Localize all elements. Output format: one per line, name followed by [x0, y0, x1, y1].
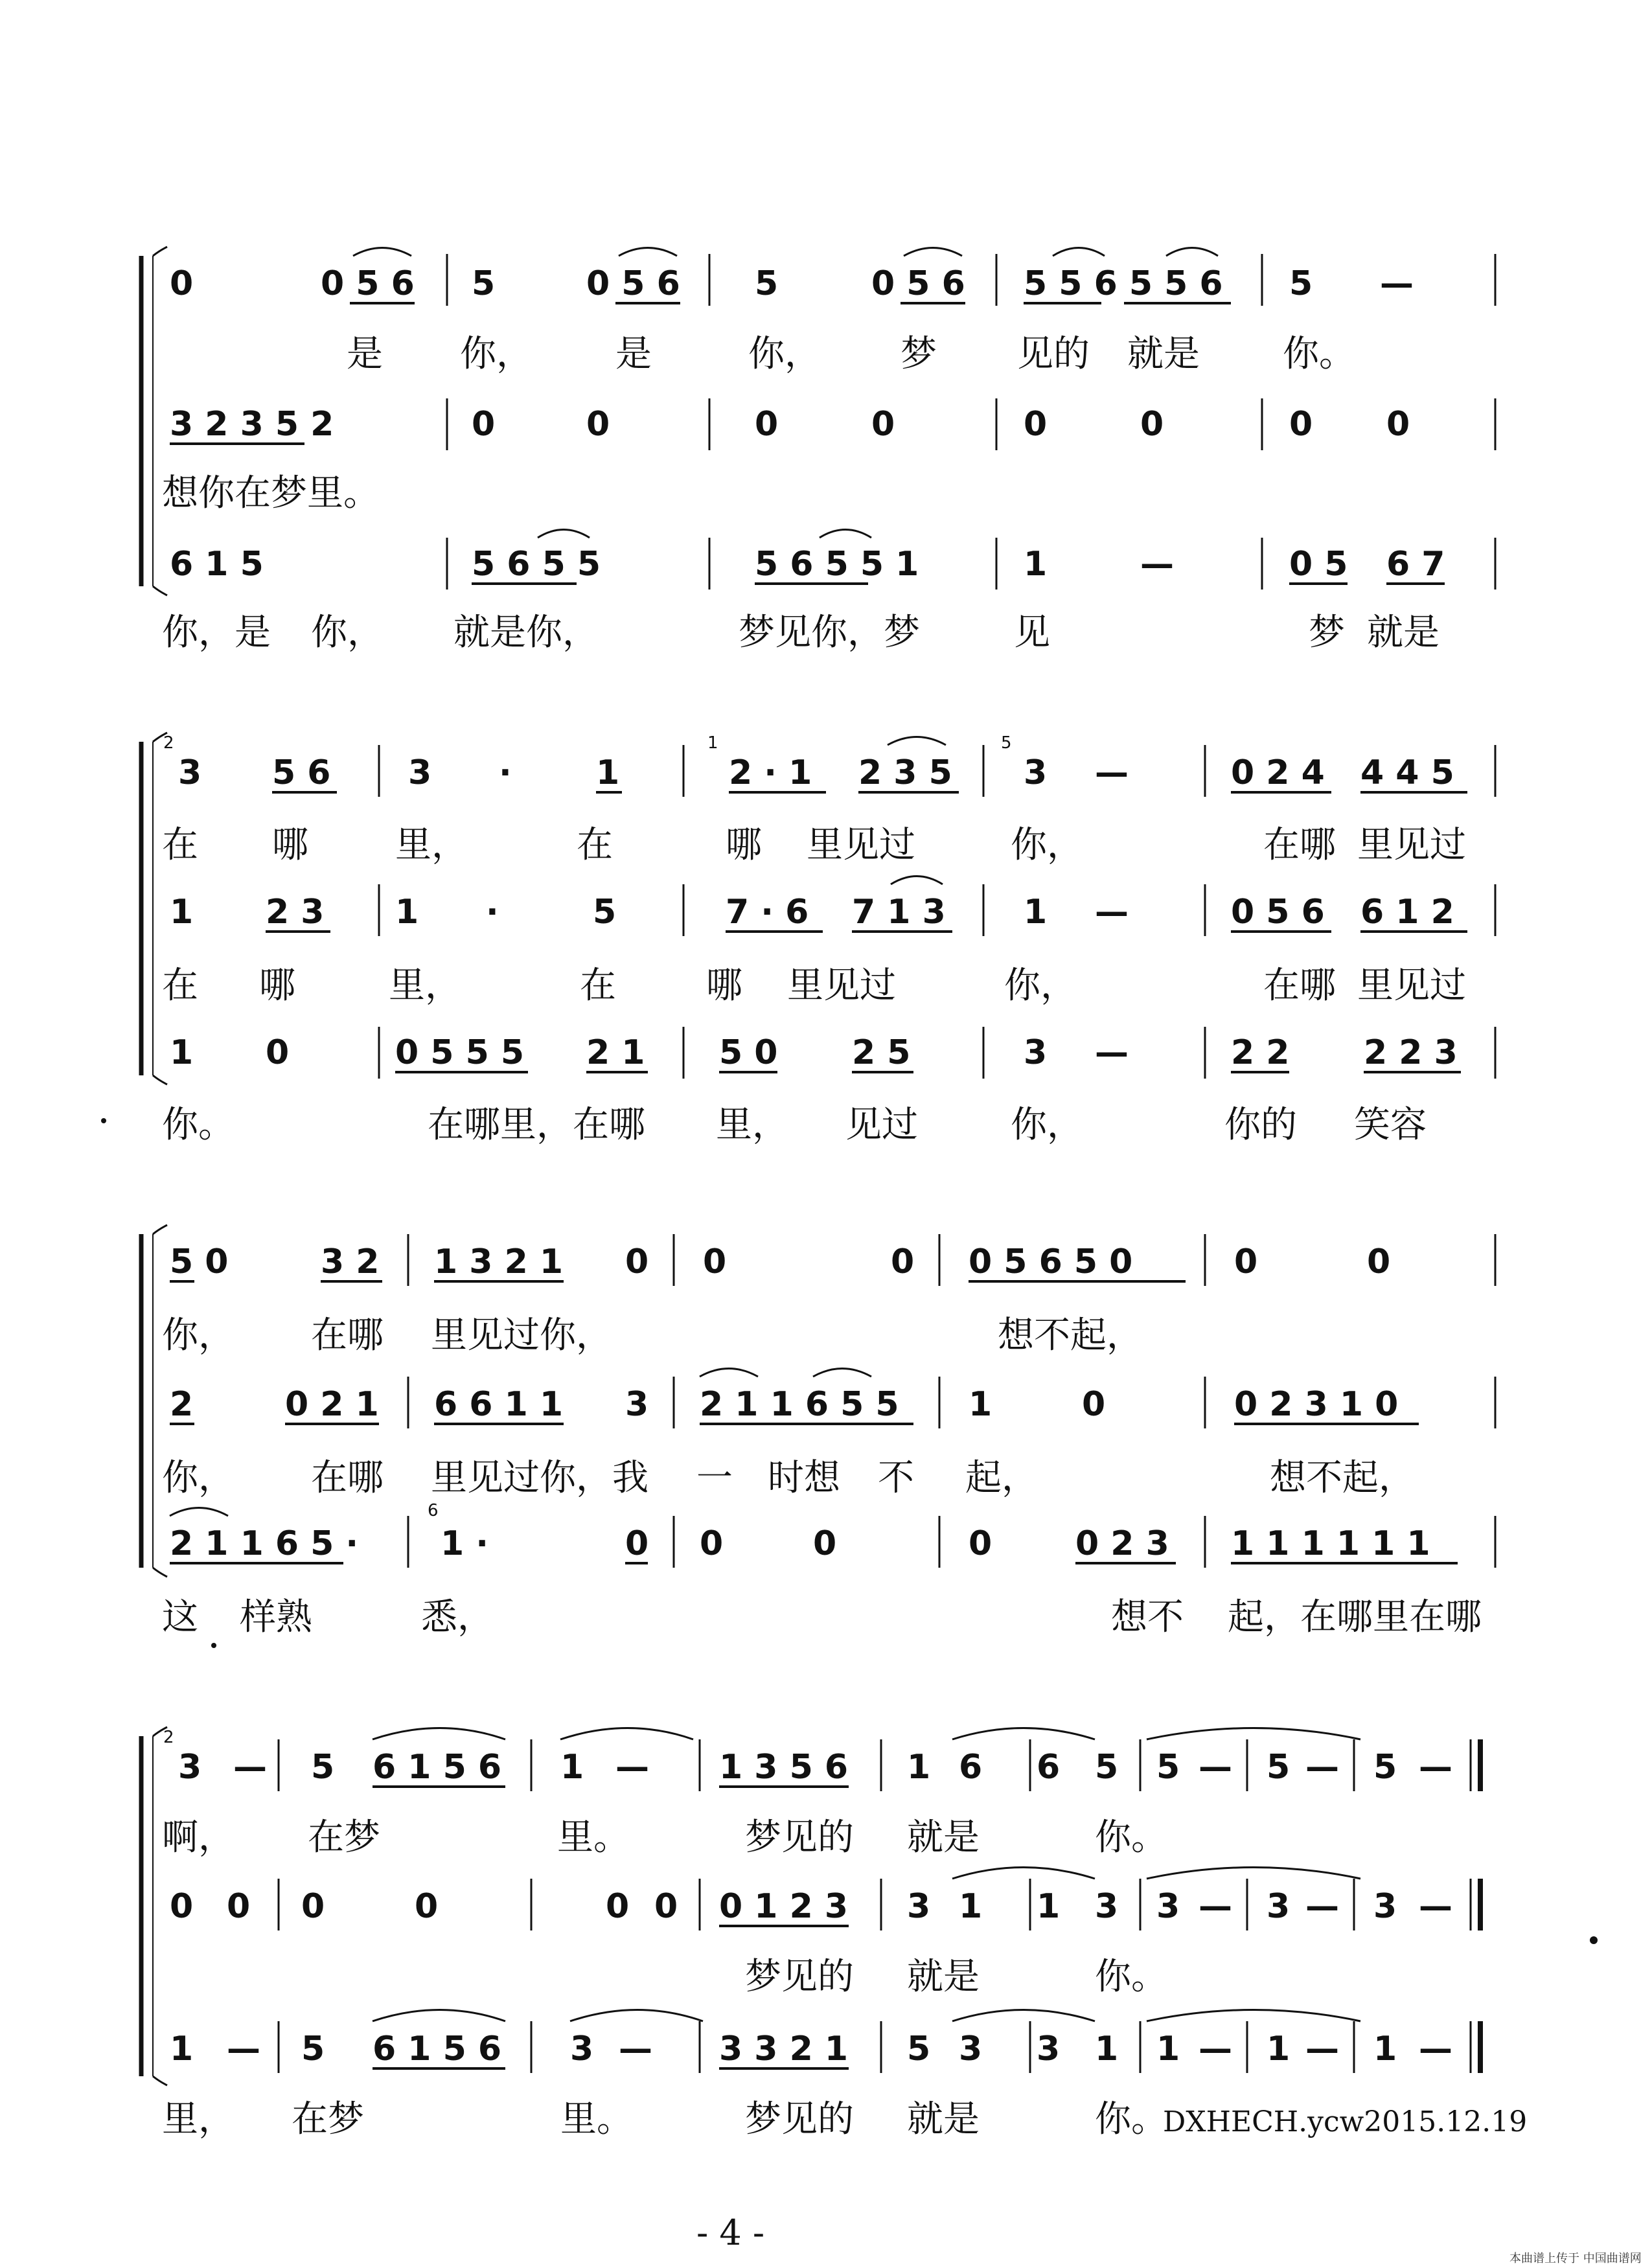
lyric: 啊，	[162, 1816, 235, 1859]
grace-mark: 2	[163, 733, 174, 753]
lyric: 在	[577, 824, 613, 866]
notes: 6 6 1 1	[434, 1385, 564, 1424]
lyric: 悉，	[421, 1596, 494, 1638]
lyric: 你，	[748, 333, 821, 375]
notes: —	[1305, 2030, 1339, 2068]
notes: 0	[227, 1887, 251, 1926]
lyric: 在哪里，在哪	[428, 1104, 645, 1146]
lyric: 梦	[1309, 612, 1345, 654]
notes: 1	[1373, 2030, 1397, 2068]
lyric: 你，	[162, 1457, 235, 1499]
notes: 3 3 2 1	[719, 2030, 849, 2068]
lyric: 你，	[1011, 1104, 1083, 1146]
lyric: 是	[347, 333, 383, 375]
notes: 3	[1267, 1887, 1291, 1926]
notes: 0	[969, 1524, 992, 1563]
notes: 0	[170, 264, 194, 303]
lyric: 你的	[1224, 1104, 1297, 1146]
lyric: 样熟	[240, 1596, 312, 1638]
system-4-voice-2	[170, 1868, 1452, 1999]
lyric: 起，	[965, 1457, 1038, 1499]
notes: 0	[813, 1524, 837, 1563]
lyric: 起，在哪里在哪	[1228, 1596, 1482, 1638]
lyric: 你。	[1095, 1956, 1167, 1998]
lyric: 你。	[1095, 2098, 1167, 2140]
notes: 1 1 1 1 1 1	[1231, 1524, 1430, 1563]
notes: 1	[959, 1887, 983, 1926]
system-3-voice-2	[162, 1369, 1419, 1500]
notes: 6 1 5	[170, 545, 264, 584]
lyric: 见过	[845, 1104, 918, 1146]
notes: —	[1419, 2030, 1452, 2068]
scan-speck	[1590, 1936, 1598, 1944]
lyric: 你，	[1011, 824, 1083, 866]
lyric: 哪	[706, 965, 742, 1007]
notes: 0 5 6	[586, 264, 680, 303]
notes: —	[227, 2030, 260, 2068]
notes: —	[1095, 893, 1129, 932]
notes: 1	[1156, 2030, 1180, 2068]
notes: 7 1 3	[852, 893, 946, 932]
grace-mark: 1	[707, 733, 718, 753]
notes: 5 5 6 5 5 6	[1024, 264, 1223, 303]
notes: 0	[586, 405, 610, 444]
lyric: 这	[162, 1596, 198, 1638]
system-2-voice-1	[162, 733, 1467, 866]
notes: 0	[301, 1887, 325, 1926]
notes: —	[1380, 264, 1414, 303]
lyric: 见的	[1017, 333, 1090, 375]
notes: —	[1419, 1748, 1452, 1787]
notes: 3	[1095, 1887, 1119, 1926]
notes: 3	[1156, 1887, 1180, 1926]
notes: 5	[1095, 1748, 1119, 1787]
lyric: 不	[878, 1457, 914, 1499]
notes: 3	[1373, 1887, 1397, 1926]
system-3	[141, 1225, 1495, 1638]
slurs	[700, 1369, 871, 1377]
notes: —	[233, 1748, 267, 1787]
notes: 0	[606, 1887, 630, 1926]
notes: 5 0	[719, 1033, 778, 1072]
lyric: 在梦	[308, 1816, 380, 1859]
lyric: 想不起，	[998, 1314, 1143, 1357]
lyric: 在哪	[311, 1314, 384, 1357]
lyric: 里见过	[787, 965, 896, 1007]
notes: 1	[560, 1748, 584, 1787]
lyric: 梦	[901, 333, 937, 375]
notes: ·	[499, 753, 512, 792]
notes: —	[619, 2030, 652, 2068]
lyric: 里见过	[1357, 824, 1466, 866]
system-1	[141, 247, 1495, 654]
notes: 0 2 3 1 0	[1234, 1385, 1399, 1424]
notes: 3	[408, 753, 432, 792]
notes: 0 1 2 3	[719, 1887, 849, 1926]
notes: 0	[625, 1524, 649, 1563]
lyric: 是	[615, 333, 652, 375]
grace-mark: 2	[163, 1728, 174, 1747]
notes: 6 1 2	[1360, 893, 1454, 932]
lyric: 想你在梦里。	[162, 472, 380, 514]
slurs	[373, 2010, 1360, 2022]
notes: —	[615, 1748, 649, 1787]
lyric: 想不	[1111, 1596, 1184, 1638]
system-4	[141, 1727, 1480, 2140]
notes: 5	[301, 2030, 325, 2068]
lyric: 里，	[389, 965, 461, 1007]
slurs	[888, 737, 946, 746]
lyric: 一	[696, 1457, 733, 1499]
notes: —	[1305, 1887, 1339, 1926]
notes: 6 1 5 6	[373, 1748, 502, 1787]
notes: 2 2	[1231, 1033, 1290, 1072]
notes: 2 1 1 6 5 ·	[170, 1524, 359, 1563]
lyric: 里见过你，	[431, 1314, 612, 1357]
notes: —	[1140, 545, 1174, 584]
notes: —	[1095, 753, 1129, 792]
system-4-barlines	[279, 1739, 1480, 2073]
notes: —	[1199, 1887, 1232, 1926]
slurs	[538, 530, 871, 538]
lyric: 你，是	[162, 612, 271, 654]
notes: 2 1 1 6 5 5	[700, 1385, 899, 1424]
notes: 2 3	[266, 893, 325, 932]
notes: 0	[1024, 405, 1048, 444]
notes: 5 0	[170, 1243, 229, 1281]
notes: 1	[969, 1385, 992, 1424]
notes: 1	[1267, 2030, 1291, 2068]
system-2-voice-2	[162, 876, 1467, 1007]
lyric: 在哪	[1263, 824, 1336, 866]
notes: 0 2 4	[1231, 753, 1325, 792]
notes: 0	[700, 1524, 724, 1563]
notes: 0 5 6 5 0	[969, 1243, 1133, 1281]
lyric: 梦见的	[745, 1956, 854, 1998]
notes: 0	[266, 1033, 290, 1072]
notes: 3	[1037, 2030, 1061, 2068]
notes: 2 2 3	[1364, 1033, 1458, 1072]
notes: 2	[170, 1385, 194, 1424]
notes: 0	[891, 1243, 915, 1281]
lyric: 在哪	[1263, 965, 1336, 1007]
scan-speck	[101, 1118, 106, 1123]
lyric: 就是	[1127, 333, 1200, 375]
lyric: 里。	[557, 1816, 630, 1859]
notes: 0 5 5 5	[395, 1033, 525, 1072]
notes: 0	[1367, 1243, 1391, 1281]
credit-text: DXHECH.ycw2015.12.19	[1163, 2105, 1528, 2138]
lyric: 想不起，	[1270, 1457, 1415, 1499]
lyric: 就是	[907, 1956, 980, 1998]
notes: 0	[1082, 1385, 1106, 1424]
notes: ·	[486, 893, 499, 932]
lyric: 里见过	[807, 824, 915, 866]
system-3-voice-1	[162, 1243, 1390, 1357]
notes: 5	[1289, 264, 1313, 303]
lyric: 你。	[1283, 333, 1355, 375]
notes: —	[1095, 1033, 1129, 1072]
notes: 1 3 2 1	[434, 1243, 564, 1281]
system-2-voice-3	[162, 1033, 1461, 1146]
grace-mark: 6	[428, 1501, 439, 1520]
notes: 5	[593, 893, 617, 932]
notes: 3	[570, 2030, 594, 2068]
notes: 3 2 3 5 2	[170, 405, 334, 444]
lyric: 在梦	[292, 2098, 364, 2140]
notes: 4 4 5	[1360, 753, 1454, 792]
lyric: 你，	[311, 612, 384, 654]
lyric: 在哪	[311, 1457, 384, 1499]
notes: 0 5 6	[1231, 893, 1325, 932]
notes: 3	[1024, 1033, 1048, 1072]
lyric: 梦见的	[745, 1816, 854, 1859]
notes: 3	[625, 1385, 649, 1424]
notes: 1	[1037, 1887, 1061, 1926]
notes: 0	[625, 1243, 649, 1281]
notes: 3	[178, 753, 202, 792]
notes: 5 6 5 5	[472, 545, 601, 584]
notes: 1	[907, 1748, 931, 1787]
notes: —	[1199, 2030, 1232, 2068]
notes: 3	[959, 2030, 983, 2068]
notes: 0	[1289, 405, 1313, 444]
notes: 0 2 3	[1075, 1524, 1169, 1563]
system-1-bracket	[141, 247, 167, 595]
notes: 3 2	[321, 1243, 380, 1281]
notes: 0	[472, 405, 496, 444]
notes: 2 3 5	[858, 753, 952, 792]
notes: 5 6	[272, 753, 331, 792]
lyric: 你。	[1095, 1816, 1167, 1859]
notes: 0	[871, 405, 895, 444]
notes: 6	[959, 1748, 983, 1787]
notes: 0 5 6	[871, 264, 965, 303]
lyric: 哪	[259, 965, 295, 1007]
notes: 3	[1024, 753, 1048, 792]
notes: 0 2 1	[285, 1385, 379, 1424]
system-4-bracket	[141, 1727, 167, 2085]
notes: 3	[907, 1887, 931, 1926]
notes: 0 5 6	[321, 264, 415, 303]
lyric: 就是	[907, 1816, 980, 1859]
notes: 0	[1386, 405, 1410, 444]
notes: 1	[395, 893, 419, 932]
system-3-bracket	[141, 1225, 167, 1577]
notes: 5	[311, 1748, 335, 1787]
notes: 0	[703, 1243, 727, 1281]
grace-mark: 5	[1001, 733, 1012, 753]
lyric: 梦见的	[745, 2098, 854, 2140]
lyric: 在	[162, 965, 198, 1007]
notes: 5	[1373, 1748, 1397, 1787]
notes: 6 7	[1386, 545, 1445, 584]
lyric: 在	[162, 824, 198, 866]
lyric: 里见过你，我	[431, 1457, 648, 1499]
notes: 0	[415, 1887, 439, 1926]
notes: 2 · 1	[729, 753, 812, 792]
notes: 0	[1234, 1243, 1258, 1281]
notes: 1	[1095, 2030, 1119, 2068]
notes: 1 3 5 6	[719, 1748, 849, 1787]
notes: 5 6 5 5 1	[755, 545, 919, 584]
notes: 5	[755, 264, 779, 303]
notes: 1 ·	[441, 1524, 489, 1563]
system-1-voice-1	[170, 248, 1414, 376]
page-number: - 4 -	[696, 2212, 765, 2253]
lyric: 里，	[162, 2098, 235, 2140]
lyric: 里。	[560, 2098, 633, 2140]
notes: 5	[472, 264, 496, 303]
lyric: 你，	[162, 1314, 235, 1357]
notes: 2 5	[852, 1033, 911, 1072]
lyric: 你。	[162, 1104, 235, 1146]
slurs	[353, 248, 1218, 257]
slurs	[373, 1728, 1360, 1740]
notes: 1	[596, 753, 620, 792]
footer-stamp: 本曲谱上传于 中国曲谱网	[1509, 2252, 1642, 2265]
notes: 0	[170, 1887, 194, 1926]
notes: 0	[654, 1887, 678, 1926]
lyric: 就是	[1367, 612, 1440, 654]
notes: —	[1305, 1748, 1339, 1787]
lyric: 里，	[395, 824, 468, 866]
lyric: 哪	[726, 824, 762, 866]
notes: 6	[1037, 1748, 1061, 1787]
lyric: 里，	[716, 1104, 788, 1146]
notes: 1	[170, 2030, 194, 2068]
lyric: 时想	[768, 1457, 840, 1499]
notes: 2 1	[586, 1033, 645, 1072]
lyric: 里见过	[1357, 965, 1466, 1007]
slurs	[891, 876, 943, 885]
notes: 5	[907, 2030, 931, 2068]
lyric: 见	[1014, 612, 1050, 654]
notes: 3	[178, 1748, 202, 1787]
lyric: 在	[580, 965, 616, 1007]
notes: 7 · 6	[726, 893, 809, 932]
system-1-voice-3	[162, 530, 1445, 654]
slurs	[170, 1508, 228, 1517]
lyric: 就是	[907, 2098, 980, 2140]
notes: 6 1 5 6	[373, 2030, 502, 2068]
lyric: 就是你，	[453, 612, 599, 654]
system-2	[141, 733, 1495, 1146]
notes: 5	[1267, 1748, 1291, 1787]
notes: 0	[755, 405, 779, 444]
notes: 1	[1024, 545, 1048, 584]
notes: —	[1199, 1748, 1232, 1787]
notes: 1	[170, 1033, 194, 1072]
notes: 0	[1140, 405, 1164, 444]
notes: 1	[170, 893, 194, 932]
lyric: 笑容	[1354, 1104, 1427, 1146]
lyric: 你，	[1004, 965, 1077, 1007]
notes: —	[1419, 1887, 1452, 1926]
lyric: 哪	[272, 824, 308, 866]
notes: 0 5	[1289, 545, 1348, 584]
system-3-voice-3	[162, 1501, 1482, 1638]
slurs	[952, 1868, 1360, 1879]
scan-speck	[211, 1643, 216, 1648]
lyric: 梦见你，梦	[739, 612, 920, 654]
system-2-bracket	[141, 733, 167, 1084]
notes: 1	[1024, 893, 1048, 932]
lyric: 你，	[460, 333, 533, 375]
notes: 5	[1156, 1748, 1180, 1787]
system-1-voice-2	[162, 405, 1410, 514]
system-4-voice-1	[162, 1728, 1452, 1859]
